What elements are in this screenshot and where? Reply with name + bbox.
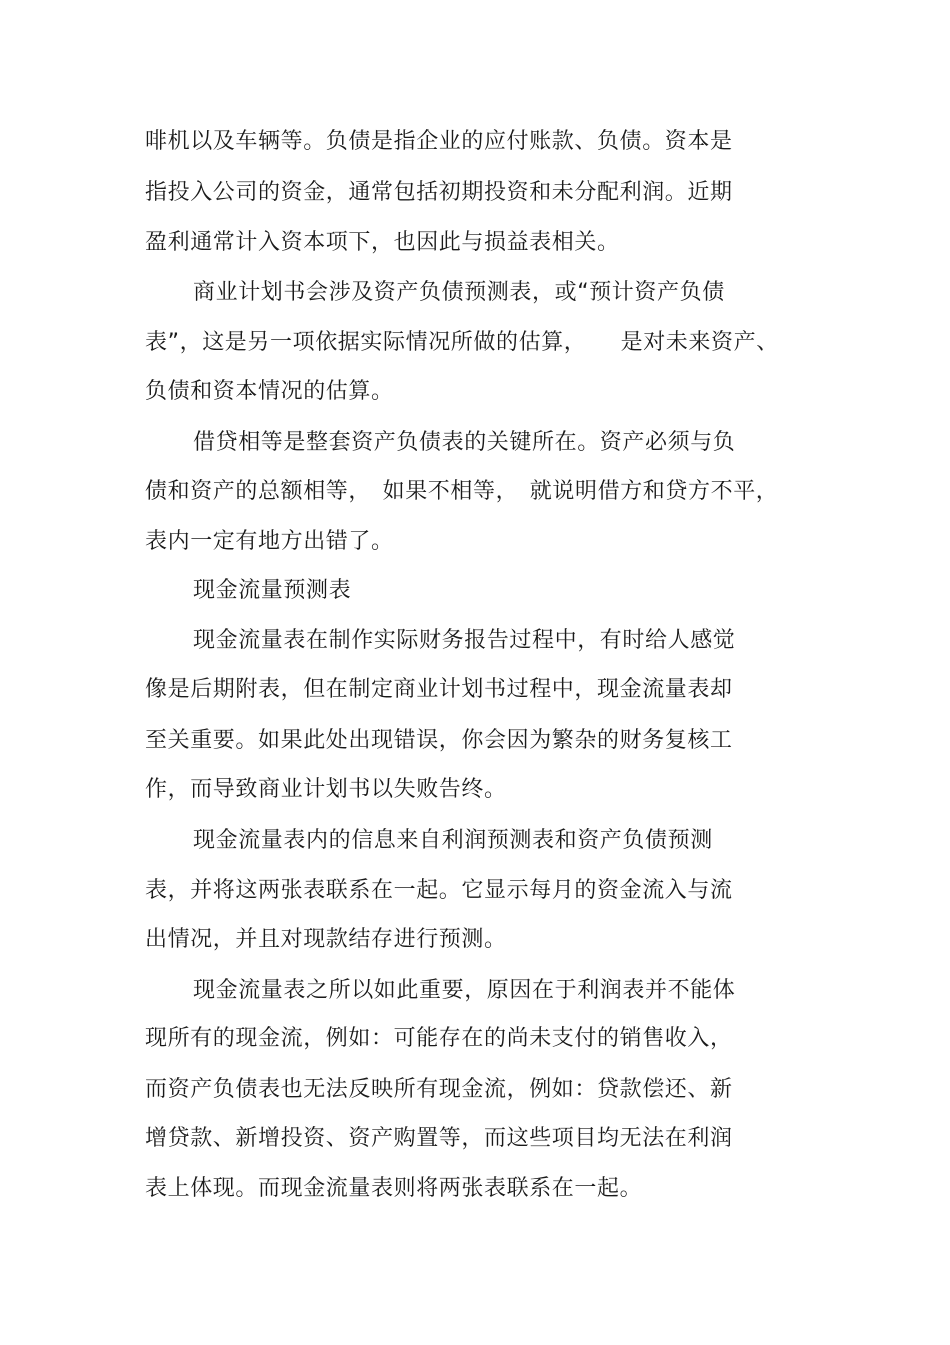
- text-line: 现所有的现金流，例如：可能存在的尚未支付的销售收入，: [145, 1026, 733, 1051]
- text-line: 至关重要。如果此处出现错误，你会因为繁杂的财务复核工: [145, 728, 733, 753]
- text-line: 指投入公司的资金，通常包括初期投资和未分配利润。近期: [145, 180, 733, 205]
- text-line: 表上体现。而现金流量表则将两张表联系在一起。: [145, 1176, 643, 1201]
- text-line: 现金流量表之所以如此重要，原因在于利润表并不能体: [193, 978, 736, 1003]
- text-line: 像是后期附表，但在制定商业计划书过程中，现金流量表却: [145, 677, 733, 702]
- text-line: 债和资产的总额相等， 如果不相等， 就说明借方和贷方不平，: [145, 479, 779, 504]
- text-line: 啡机以及车辆等。负债是指企业的应付账款、负债。资本是: [145, 129, 733, 154]
- section-heading: 现金流量预测表: [193, 578, 352, 603]
- text-line: 表，并将这两张表联系在一起。它显示每月的资金流入与流: [145, 878, 733, 903]
- text-line: 作，而导致商业计划书以失败告终。: [145, 777, 507, 802]
- text-line: 负债和资本情况的估算。: [145, 379, 394, 404]
- text-line: 增贷款、新增投资、资产购置等，而这些项目均无法在利润: [145, 1126, 733, 1151]
- text-line: 现金流量表内的信息来自利润预测表和资产负债预测: [193, 828, 713, 853]
- text-line: 而资产负债表也无法反映所有现金流，例如：贷款偿还、新: [145, 1077, 733, 1102]
- text-line: 借贷相等是整套资产负债表的关键所在。资产必须与负: [193, 430, 736, 455]
- text-line: 表”，这是另一项依据实际情况所做的估算， 是对未来资产、: [145, 330, 779, 355]
- text-line: 现金流量表在制作实际财务报告过程中，有时给人感觉: [193, 628, 736, 653]
- text-line: 盈利通常计入资本项下，也因此与损益表相关。: [145, 230, 620, 255]
- text-line: 出情况，并且对现款结存进行预测。: [145, 927, 507, 952]
- text-line: 商业计划书会涉及资产负债预测表，或“预计资产负债: [193, 280, 725, 305]
- text-line: 表内一定有地方出错了。: [145, 529, 394, 554]
